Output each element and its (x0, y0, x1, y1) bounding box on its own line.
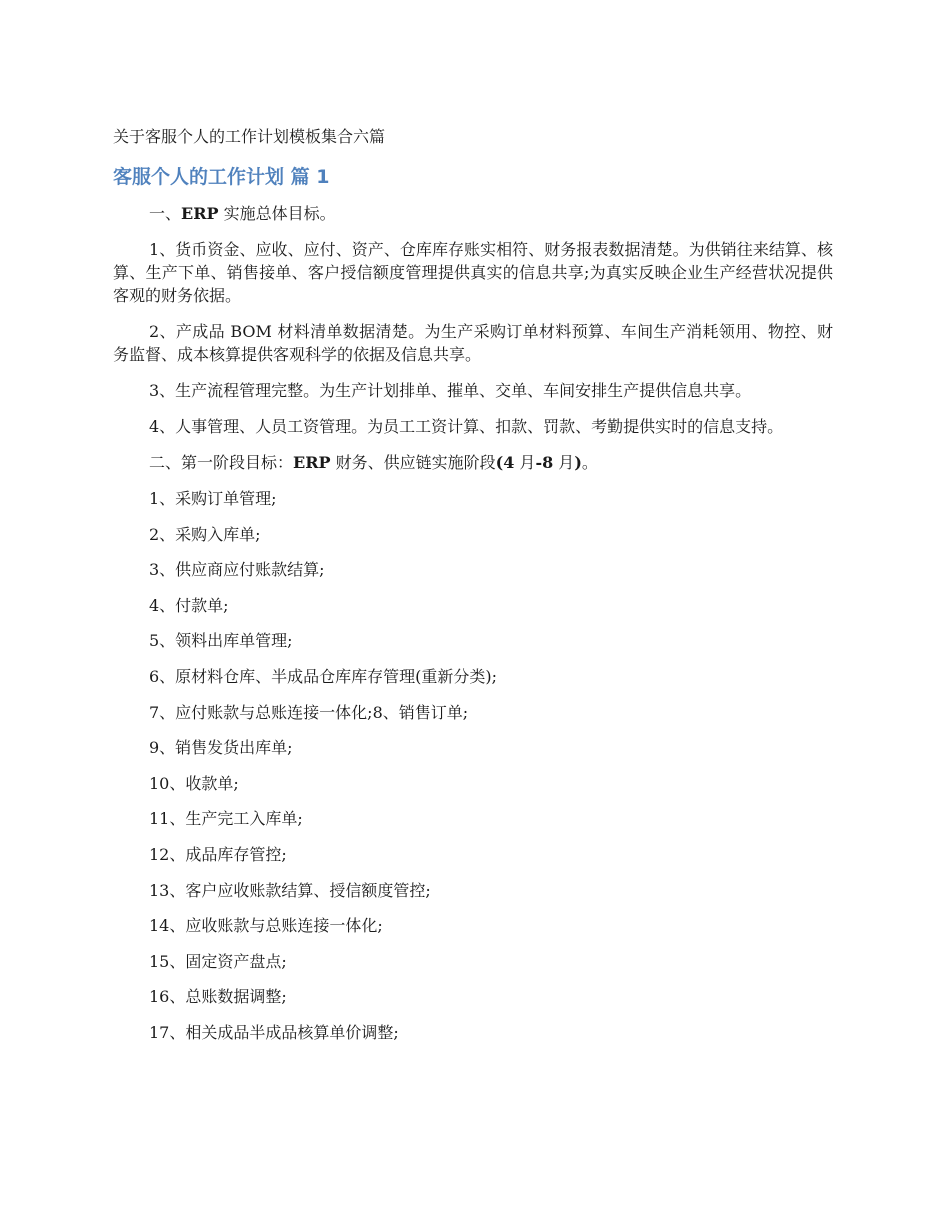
list-item-10: 11、生产完工入库单; (149, 809, 303, 829)
list-item-1: 1、采购订单管理; (149, 489, 277, 508)
goal-two-month-1: 月 (514, 453, 536, 472)
goal-two-close-paren: ) (574, 453, 582, 472)
list-item-14: 15、固定资产盘点; (149, 951, 287, 971)
section-heading: 客服个人的工作计划 篇 1 (113, 166, 330, 188)
paragraph-1: 1、货币资金、应收、应付、资产、仓库库存账实相符、财务报表数据清楚。为供销往来结算、核算、生产下单、销售接单、客户授信额度管理提供真实的信息共享;为真实反映企业生产经营状况提供客观的财务依据。 (113, 240, 833, 305)
goal-one-prefix: 一、 (149, 204, 182, 223)
paragraph-3: 3、生产流程管理完整。为生产计划排单、摧单、交单、车间安排生产提供信息共享。 (149, 381, 752, 400)
list-item-12: 13、客户应收账款结算、授信额度管控; (149, 880, 431, 900)
goal-one-erp: ERP (181, 204, 219, 223)
list-item-4: 4、付款单; (149, 595, 229, 615)
list-item-7: 7、应付账款与总账连接一体化;8、销售订单; (149, 702, 469, 722)
goal-two-erp: ERP (293, 453, 331, 472)
goal-two-month-2: 月 (553, 453, 575, 472)
goal-two-heading (113, 451, 833, 474)
goal-two-start-month: (4 (495, 453, 515, 472)
document-page (113, 126, 833, 1057)
list-item-9: 10、收款单; (149, 773, 239, 793)
list-item-2: 2、采购入库单; (149, 524, 261, 544)
goal-two-end-month: -8 (535, 453, 554, 472)
goal-two-suffix: 。 (581, 453, 598, 472)
list-item-16: 17、相关成品半成品核算单价调整; (149, 1022, 399, 1042)
list-item-15: 16、总账数据调整; (149, 987, 287, 1007)
goal-two-mid: 财务、供应链实施阶段 (330, 453, 496, 472)
list-item-6: 6、原材料仓库、半成品仓库库存管理(重新分类); (149, 666, 498, 686)
document-title: 关于客服个人的工作计划模板集合六篇 (113, 127, 386, 146)
list-item-3: 3、供应商应付账款结算; (149, 560, 325, 580)
list-item-5: 5、领料出库单管理; (149, 631, 293, 651)
goal-one-heading (113, 202, 833, 225)
list-item-11: 12、成品库存管控; (149, 844, 287, 864)
goal-one-suffix: 实施总体目标。 (218, 204, 336, 223)
paragraph-4: 4、人事管理、人员工资管理。为员工工资计算、扣款、罚款、考勤提供实时的信息支持。 (149, 417, 784, 436)
goal-two-prefix: 二、第一阶段目标： (149, 453, 294, 472)
paragraph-2: 2、产成品 BOM 材料清单数据清楚。为生产采购订单材料预算、车间生产消耗领用、物控、财务监督、成本核算提供客观科学的依据及信息共享。 (113, 322, 833, 364)
list-item-13: 14、应收账款与总账连接一体化; (149, 916, 383, 936)
list-item-8: 9、销售发货出库单; (149, 738, 293, 758)
